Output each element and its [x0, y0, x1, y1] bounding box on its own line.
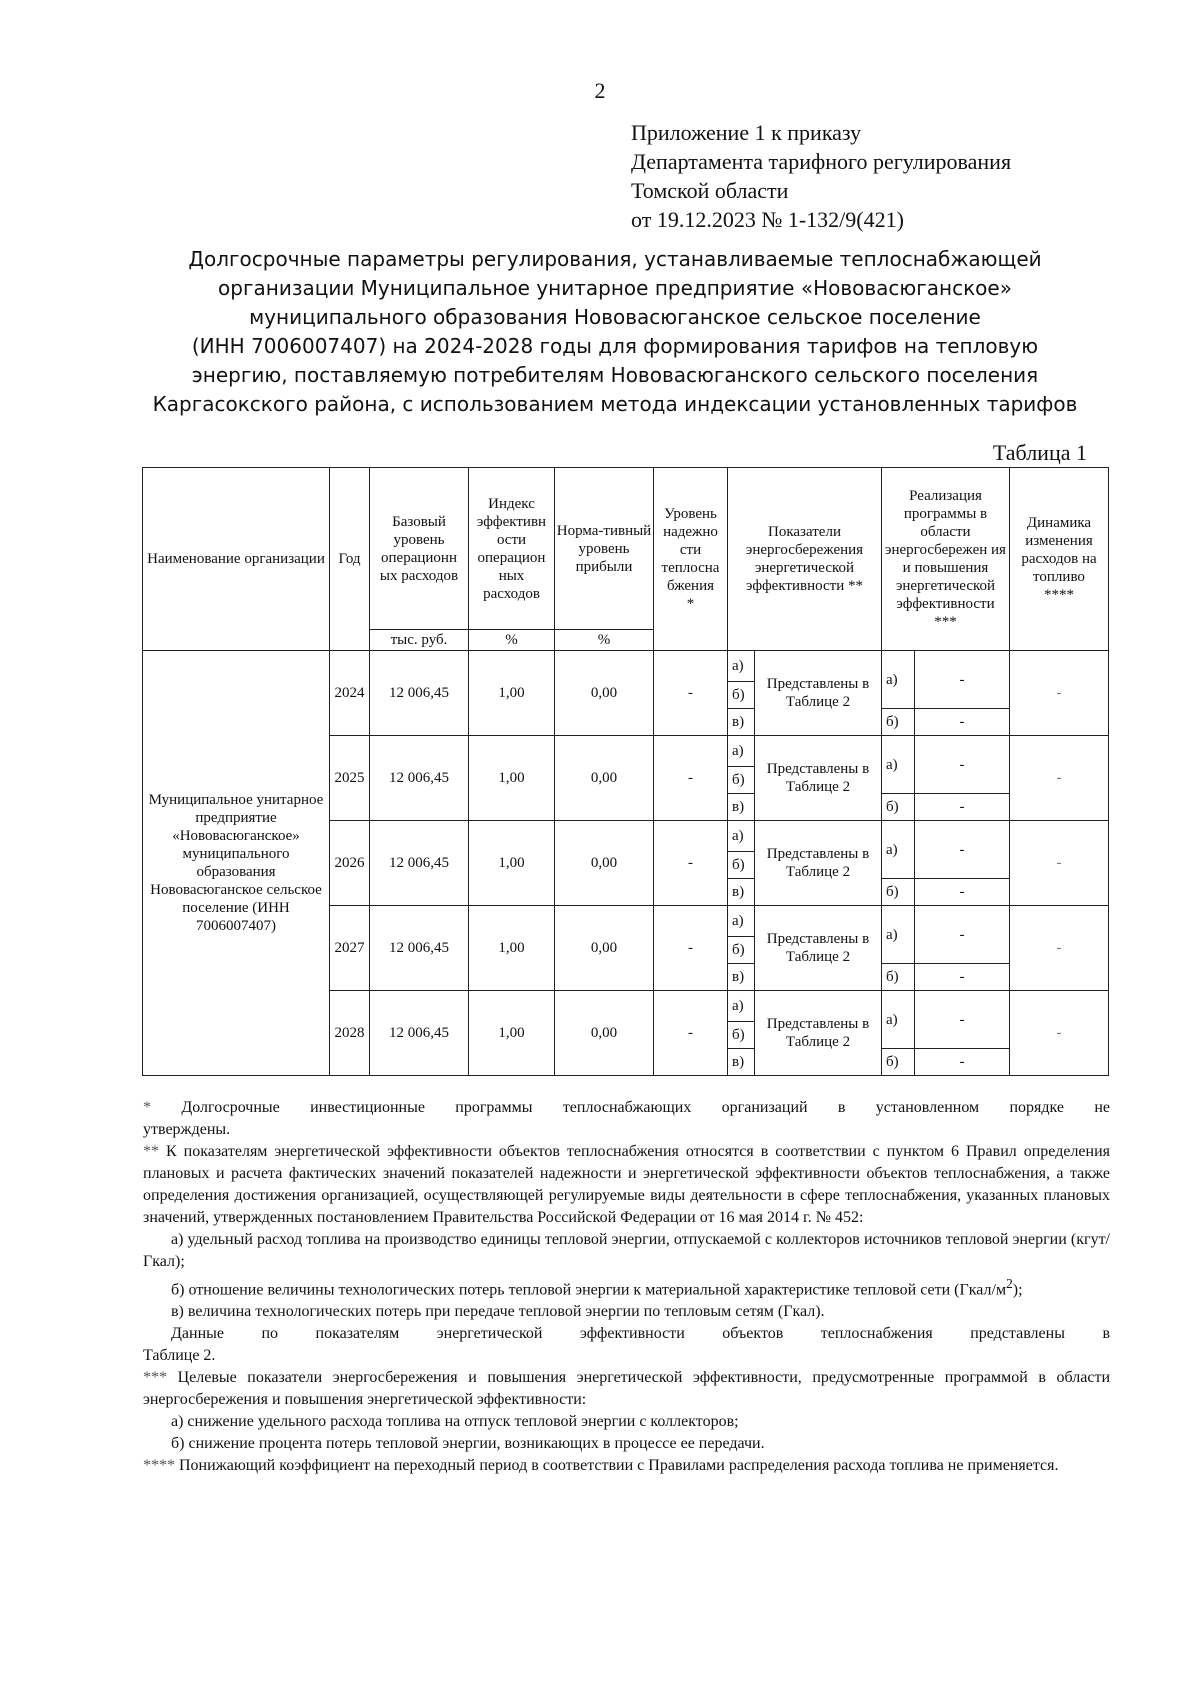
- header-normative-profit: Норма-тивный уровень прибыли: [555, 468, 654, 630]
- index-cell: 1,00: [469, 651, 555, 736]
- footnote-3-item-b: б) снижение процента потерь тепловой энергии, возникающих в процессе ее передачи.: [171, 1435, 765, 1453]
- profit-cell: 0,00: [555, 821, 654, 906]
- footnote-text: К показателям энергетической эффективности объектов теплоснабжения относятся в соответствии с пунктом 6 Правил определения плановых и расчета фактических значений показателей надежности и энергетической эффективности объектов теплоснабжения, а также определения достижения организацией, осуществляющей регулируемые виды деятельности в сфере теплоснабжения, указанных плановых значений, утвержденных постановлением Правительства Российской Федерации от 16 мая 2014 г. № 452:: [143, 1143, 1111, 1226]
- program-label-a: а): [882, 651, 915, 709]
- year-cell: 2027: [330, 906, 370, 991]
- header-program: [882, 468, 1010, 651]
- title-line: энергию, поставляемую потребителям Нововасюганского сельского поселения: [191, 363, 1039, 387]
- title-line: Каргасокского района, с использованием метода индексации установленных тарифов: [152, 392, 1078, 416]
- footnote-2: [143, 1141, 1110, 1229]
- energy-label-a: а): [728, 736, 755, 767]
- table-row: [143, 651, 1109, 682]
- footnote-text: Понижающий коэффициент на переходный период в соответствии с Правилами распределения расхода топлива не применяется.: [179, 1457, 1059, 1475]
- program-value-b: -: [915, 709, 1010, 736]
- base-cost-cell: 12 006,45: [370, 991, 469, 1076]
- reliability-cell: -: [654, 991, 728, 1076]
- header-efficiency-index: Индекс эффективн ости операцион ных расходов: [469, 468, 555, 630]
- energy-text-cell: Представлены в Таблице 2: [755, 821, 882, 906]
- year-cell: 2025: [330, 736, 370, 821]
- footnote-3: [143, 1367, 1110, 1411]
- program-value-b: -: [915, 964, 1010, 991]
- footnote-1-end: утверждены.: [143, 1121, 231, 1138]
- energy-text-cell: Представлены в Таблице 2: [755, 906, 882, 991]
- fuel-cell: -: [1010, 736, 1109, 821]
- footnote-mark: *: [143, 1099, 151, 1116]
- unit-normative-profit: %: [555, 630, 654, 651]
- footnote-text: Долгосрочные инвестиционные программы теплоснабжающих организаций в установленном порядке не: [181, 1099, 1111, 1116]
- energy-text-cell: Представлены в Таблице 2: [755, 736, 882, 821]
- energy-label-v: в): [728, 879, 755, 906]
- footnote-2-item-a: а) удельный расход топлива на производство единицы тепловой энергии, отпускаемой с коллекторов источников тепловой энергии (кгут/Гкал);: [143, 1231, 1110, 1270]
- program-value-b: -: [915, 1049, 1010, 1076]
- program-label-b: б): [882, 794, 915, 821]
- title-line: Долгосрочные параметры регулирования, устанавливаемые теплоснабжающей: [188, 247, 1042, 271]
- header-reliability: [654, 468, 728, 651]
- program-footnote-mark: ***: [934, 614, 957, 630]
- program-value-b: -: [915, 794, 1010, 821]
- reliability-cell: -: [654, 736, 728, 821]
- reliability-cell: -: [654, 906, 728, 991]
- energy-label-v: в): [728, 709, 755, 736]
- footnote-text: б) отношение величины технологических потерь тепловой энергии к материальной характеристике тепловой сети (Гкал/м: [171, 1281, 1007, 1299]
- footnote-text: Целевые показатели энергосбережения и повышения энергетической эффективности, предусмотренные программой в области энергосбережения и повышения энергетической эффективности:: [143, 1369, 1111, 1409]
- program-label-a: а): [882, 991, 915, 1049]
- table-label: Таблица 1: [992, 440, 1087, 465]
- fuel-cell: -: [1010, 991, 1109, 1076]
- profit-cell: 0,00: [555, 991, 654, 1076]
- base-cost-cell: 12 006,45: [370, 906, 469, 991]
- energy-label-v: в): [728, 794, 755, 821]
- index-cell: 1,00: [469, 821, 555, 906]
- footnote-2-data-end: Таблице 2.: [143, 1347, 216, 1365]
- energy-label-a: а): [728, 651, 755, 682]
- energy-label-a: а): [728, 821, 755, 852]
- energy-label-b: б): [728, 1022, 755, 1049]
- superscript: 2: [1006, 1276, 1013, 1291]
- footnote-1: [143, 1097, 1110, 1119]
- unit-base-cost: тыс. руб.: [370, 630, 469, 651]
- parameters-table: [142, 467, 1109, 1076]
- program-value-a: -: [915, 736, 1010, 794]
- appendix-line: Департамента тарифного регулирования: [631, 149, 1012, 174]
- title-line: организации Муниципальное унитарное предприятие «Нововасюганское»: [218, 276, 1012, 300]
- footnotes: [143, 1097, 1110, 1477]
- program-value-a: -: [915, 991, 1010, 1049]
- fuel-cell: -: [1010, 821, 1109, 906]
- energy-label-v: в): [728, 964, 755, 991]
- org-name-cell: Муниципальное унитарное предприятие «Нововасюганское» муниципального образования Нововасюганское сельское поселение (ИНН 7006007407): [143, 651, 330, 1076]
- appendix-line: Приложение 1 к приказу: [631, 120, 862, 145]
- header-energy-indicators-text: Показатели энергосбережения энергетической эффективности: [745, 524, 864, 594]
- appendix-line: Томской области: [631, 178, 789, 203]
- energy-label-b: б): [728, 852, 755, 879]
- header-base-cost: Базовый уровень операционн ых расходов: [370, 468, 469, 630]
- program-value-a: -: [915, 821, 1010, 879]
- appendix-line: от 19.12.2023 № 1-132/9(421): [631, 207, 904, 232]
- energy-label-b: б): [728, 767, 755, 794]
- footnote-mark: ***: [143, 1369, 167, 1387]
- program-label-b: б): [882, 879, 915, 906]
- profit-cell: 0,00: [555, 736, 654, 821]
- program-label-a: а): [882, 736, 915, 794]
- program-label-a: а): [882, 821, 915, 879]
- header-row: [143, 468, 1109, 630]
- index-cell: 1,00: [469, 906, 555, 991]
- year-cell: 2024: [330, 651, 370, 736]
- header-reliability-text: Уровень надежно сти теплосна бжения: [661, 506, 720, 594]
- program-label-a: а): [882, 906, 915, 964]
- base-cost-cell: 12 006,45: [370, 821, 469, 906]
- energy-text-cell: Представлены в Таблице 2: [755, 991, 882, 1076]
- document-title: [130, 245, 1100, 419]
- header-org-name: Наименование организации: [143, 468, 330, 651]
- title-line: (ИНН 7006007407) на 2024-2028 годы для формирования тарифов на тепловую: [191, 334, 1039, 358]
- program-value-b: -: [915, 879, 1010, 906]
- program-value-a: -: [915, 651, 1010, 709]
- header-energy-indicators: [728, 468, 882, 651]
- unit-efficiency-index: %: [469, 630, 555, 651]
- index-cell: 1,00: [469, 991, 555, 1076]
- energy-text-cell: Представлены в Таблице 2: [755, 651, 882, 736]
- energy-footnote-mark: **: [848, 578, 863, 594]
- footnote-2-item-v: в) величина технологических потерь при передаче тепловой энергии по тепловым сетям (Гкал).: [171, 1303, 825, 1321]
- footnote-mark: **: [143, 1143, 159, 1160]
- fuel-footnote-mark: ****: [1044, 587, 1074, 603]
- footnote-2-data: Данные по показателям энергетической эффективности объектов теплоснабжения представлены в: [171, 1325, 1110, 1343]
- footnote-3-item-a: а) снижение удельного расхода топлива на отпуск тепловой энергии с коллекторов;: [171, 1413, 739, 1431]
- program-label-b: б): [882, 709, 915, 736]
- energy-label-b: б): [728, 937, 755, 964]
- reliability-cell: -: [654, 651, 728, 736]
- fuel-cell: -: [1010, 651, 1109, 736]
- page-number: 2: [594, 78, 606, 103]
- base-cost-cell: 12 006,45: [370, 736, 469, 821]
- program-value-a: -: [915, 906, 1010, 964]
- year-cell: 2028: [330, 991, 370, 1076]
- footnote-4: [143, 1455, 1110, 1477]
- footnote-text: );: [1012, 1281, 1023, 1299]
- fuel-cell: -: [1010, 906, 1109, 991]
- energy-label-b: б): [728, 682, 755, 709]
- index-cell: 1,00: [469, 736, 555, 821]
- header-year: Год: [330, 468, 370, 651]
- profit-cell: 0,00: [555, 651, 654, 736]
- header-fuel-dynamics-text: Динамика изменения расходов на топливо: [1021, 515, 1097, 585]
- base-cost-cell: 12 006,45: [370, 651, 469, 736]
- energy-label-a: а): [728, 906, 755, 937]
- header-program-text: Реализация программы в области энергосбережен ия и повышения энергетической эффективности: [885, 488, 1006, 612]
- year-cell: 2026: [330, 821, 370, 906]
- program-label-b: б): [882, 964, 915, 991]
- footnote-mark: ****: [143, 1457, 175, 1475]
- title-line: муниципального образования Нововасюганское сельское поселение: [249, 305, 981, 329]
- profit-cell: 0,00: [555, 906, 654, 991]
- reliability-footnote-mark: *: [686, 596, 695, 612]
- energy-label-v: в): [728, 1049, 755, 1076]
- reliability-cell: -: [654, 821, 728, 906]
- appendix-header: [631, 118, 1011, 234]
- energy-label-a: а): [728, 991, 755, 1022]
- header-fuel-dynamics: [1010, 468, 1109, 651]
- program-label-b: б): [882, 1049, 915, 1076]
- footnote-2-item-b: [143, 1273, 1110, 1301]
